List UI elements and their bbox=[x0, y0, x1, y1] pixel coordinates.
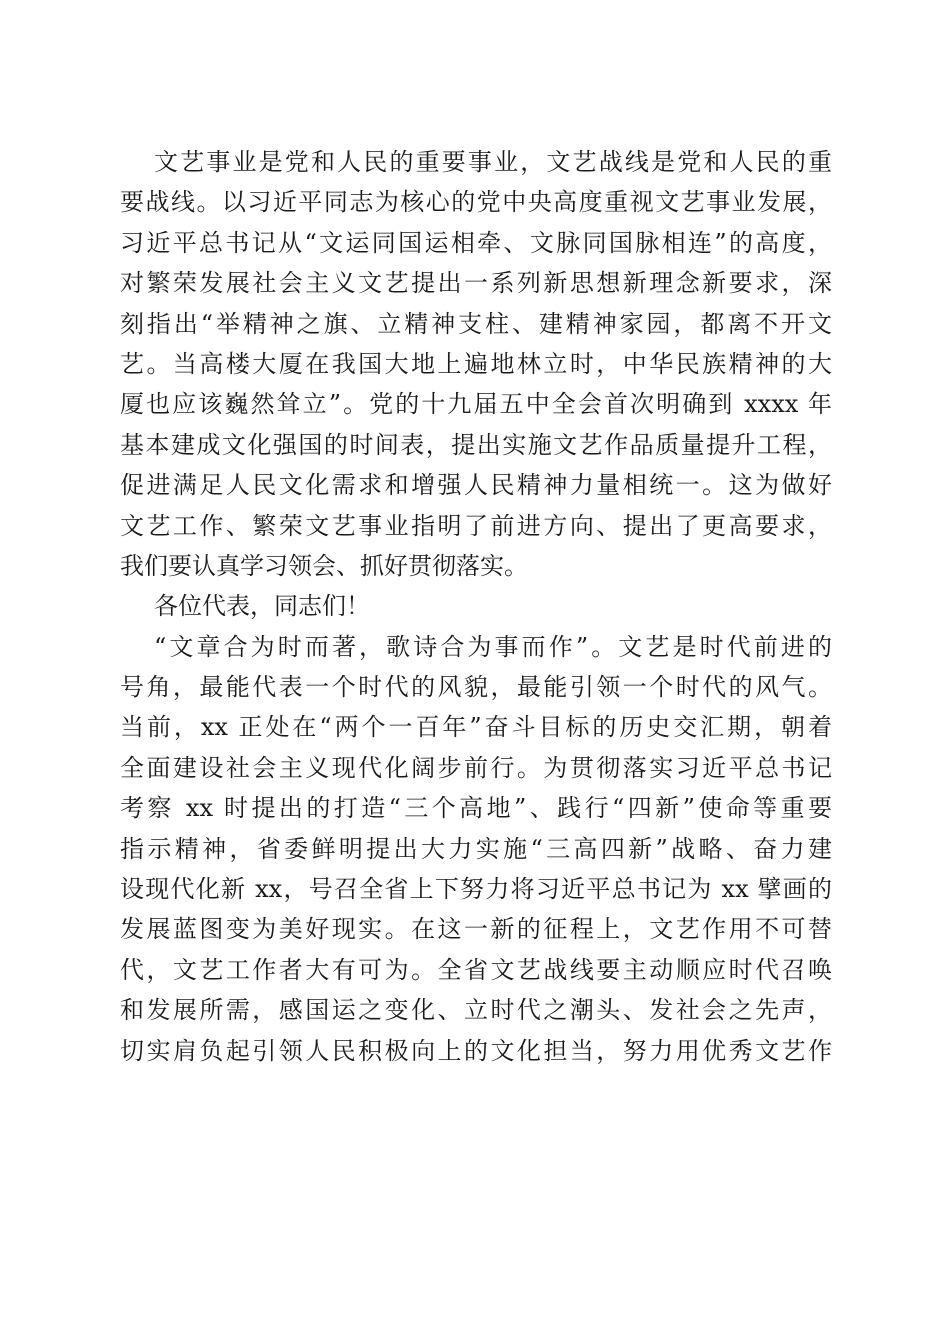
paragraph-3-line-11: 切实肩负起引领人民积极向上的文化担当，努力用优秀文艺作 bbox=[120, 1036, 832, 1065]
paragraph-2-line-1: 各位代表，同志们！ bbox=[154, 592, 370, 621]
paragraph-3-line-1: “文章合为时而著，歌诗合为事而作”。文艺是时代前进的 bbox=[154, 632, 832, 661]
paragraph-1-line-2: 要战线。以习近平同志为核心的党中央高度重视文艺事业发展， bbox=[120, 188, 832, 217]
paragraph-1-line-11: 我们要认真学习领会、抓好贯彻落实。 bbox=[120, 551, 528, 580]
paragraph-1-line-3: 习近平总书记从“文运同国运相牵、文脉同国脉相连”的高度， bbox=[120, 228, 832, 257]
paragraph-3-line-6: 指示精神，省委鲜明提出大力实施“三高四新”战略、奋力建 bbox=[120, 834, 832, 863]
paragraph-3-line-3: 当前，xx 正处在“两个一百年”奋斗目标的历史交汇期，朝着 bbox=[120, 713, 832, 742]
paragraph-3-line-9: 代，文艺工作者大有可为。全省文艺战线要主动顺应时代召唤 bbox=[120, 955, 832, 984]
paragraph-3-line-8: 发展蓝图变为美好现实。在这一新的征程上，文艺作用不可替 bbox=[120, 915, 832, 944]
paragraph-3-line-10: 和发展所需，感国运之变化、立时代之潮头、发社会之先声， bbox=[120, 996, 832, 1025]
paragraph-1-line-7: 厦也应该巍然耸立”。党的十九届五中全会首次明确到 xxxx 年 bbox=[120, 390, 832, 419]
paragraph-1-line-10: 文艺工作、繁荣文艺事业指明了前进方向、提出了更高要求， bbox=[120, 511, 832, 540]
paragraph-3-line-4: 全面建设社会主义现代化阔步前行。为贯彻落实习近平总书记 bbox=[120, 753, 832, 782]
paragraph-3-line-7: 设现代化新 xx，号召全省上下努力将习近平总书记为 xx 擘画的 bbox=[120, 875, 832, 904]
paragraph-1-line-9: 促进满足人民文化需求和增强人民精神力量相统一。这为做好 bbox=[120, 471, 832, 500]
body-text bbox=[120, 142, 832, 1071]
paragraph-3-line-2: 号角，最能代表一个时代的风貌，最能引领一个时代的风气。 bbox=[120, 673, 832, 702]
paragraph-1-line-4: 对繁荣发展社会主义文艺提出一系列新思想新理念新要求，深 bbox=[120, 269, 832, 298]
paragraph-3-line-5: 考察 xx 时提出的打造“三个高地”、践行“四新”使命等重要 bbox=[120, 794, 832, 823]
paragraph-1-line-8: 基本建成文化强国的时间表，提出实施文艺作品质量提升工程， bbox=[120, 430, 832, 459]
paragraph-1-line-1: 文艺事业是党和人民的重要事业，文艺战线是党和人民的重 bbox=[154, 148, 832, 176]
paragraph-1-line-5: 刻指出“举精神之旗、立精神支柱、建精神家园，都离不开文 bbox=[120, 309, 832, 338]
paragraph-1-line-6: 艺。当高楼大厦在我国大地上遍地林立时，中华民族精神的大 bbox=[120, 349, 832, 378]
